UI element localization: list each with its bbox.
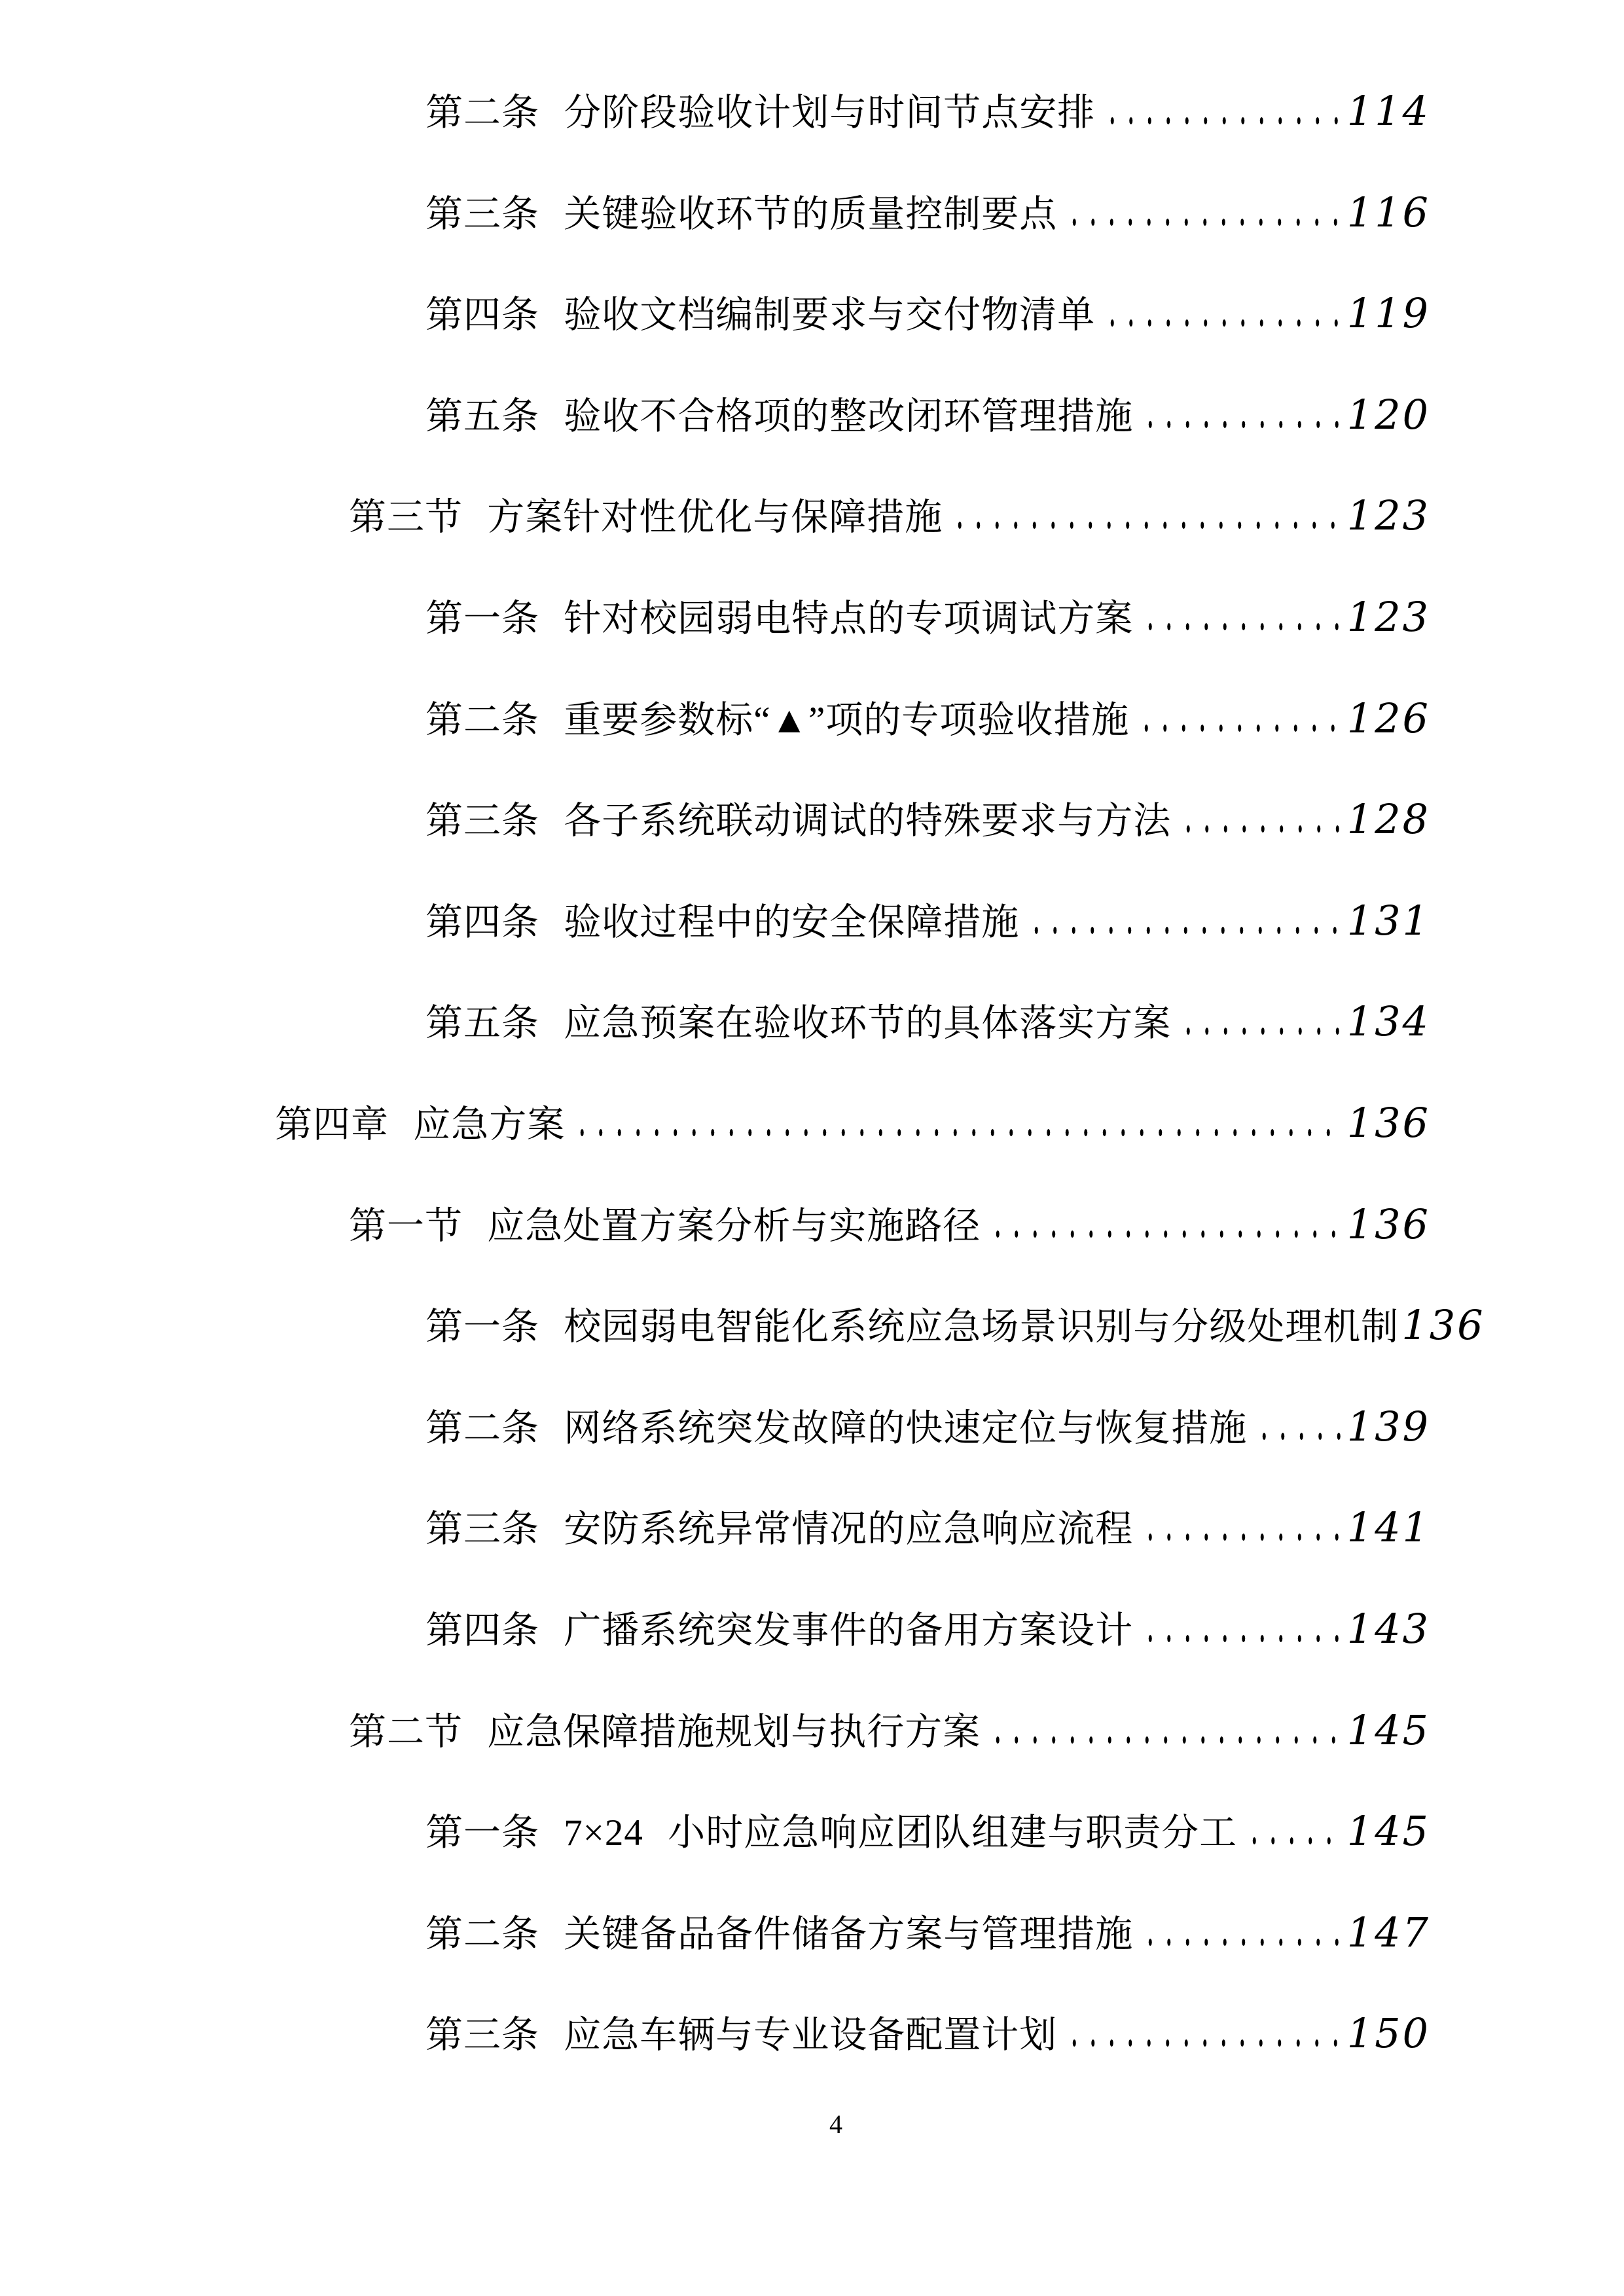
- toc-entry-label: 第二条 网络系统突发故障的快速定位与恢复措施: [425, 1407, 1248, 1449]
- toc-entry-page-number: 150: [1346, 2009, 1430, 2058]
- toc-entry-label: 第三条 应急车辆与专业设备配置计划: [425, 2015, 1058, 2056]
- toc-entry-page-number: 114: [1346, 87, 1430, 135]
- toc-entry-page-number: 123: [1346, 592, 1430, 641]
- toc-entry-item-3: [425, 365, 1430, 466]
- toc-leader-dots: [1137, 724, 1343, 732]
- toc-entry-page-number: 128: [1346, 795, 1430, 844]
- toc-entry-page-number: 145: [1346, 1807, 1430, 1856]
- toc-entry-label: 第一节 应急处置方案分析与实施路径: [349, 1205, 981, 1247]
- toc-entry-page-number: 136: [1401, 1301, 1485, 1350]
- toc-leader-dots: [1245, 1837, 1343, 1845]
- toc-entry-item-7: [425, 769, 1430, 870]
- toc-entry-item-2: [425, 263, 1430, 365]
- toc-entry-item-13: [425, 1376, 1430, 1478]
- toc-leader-dots: [573, 1128, 1343, 1137]
- toc-entry-item-18: [425, 1882, 1430, 1984]
- toc-entry-label: 第四条 验收过程中的安全保障措施: [425, 901, 1020, 943]
- toc-entry-label: 第二条 重要参数标“▲”项的专项验收措施: [425, 699, 1130, 741]
- toc-leader-dots: [1103, 319, 1343, 327]
- toc-entry-item-9: [425, 971, 1430, 1073]
- toc-entry-chapter-10: [275, 1073, 1430, 1174]
- toc-leader-dots: [988, 1736, 1343, 1744]
- toc-leader-dots: [1179, 825, 1343, 833]
- toc-entry-label: 第四条 验收文档编制要求与交付物清单: [425, 295, 1096, 336]
- toc-entry-item-0: [425, 61, 1430, 162]
- toc-entry-item-8: [425, 870, 1430, 972]
- toc-entry-label: 第三条 关键验收环节的质量控制要点: [425, 193, 1058, 235]
- toc-entry-page-number: 147: [1346, 1908, 1430, 1956]
- toc-leader-dots: [1255, 1432, 1343, 1441]
- toc-entry-page-number: 123: [1346, 492, 1430, 540]
- toc-entry-label: 第二条 关键备品备件储备方案与管理措施: [425, 1913, 1134, 1955]
- toc-leader-dots: [988, 1230, 1343, 1238]
- toc-entry-page-number: 134: [1346, 997, 1430, 1046]
- toc-entry-label: 第三条 各子系统联动调试的特殊要求与方法: [425, 800, 1172, 842]
- toc-leader-dots: [950, 521, 1343, 529]
- toc-entry-label: 第一条 针对校园弱电特点的专项调试方案: [425, 598, 1134, 639]
- toc-entry-label: 第二条 分阶段验收计划与时间节点安排: [425, 92, 1096, 134]
- toc-leader-dots: [1141, 1533, 1343, 1541]
- toc-entry-page-number: 145: [1346, 1706, 1430, 1754]
- toc-leader-dots: [1065, 218, 1343, 226]
- toc-entry-item-6: [425, 668, 1430, 770]
- toc-entry-label: 第四章 应急方案: [275, 1103, 566, 1145]
- toc-entry-label: 第三节 方案针对性优化与保障措施: [349, 497, 943, 539]
- toc-leader-dots: [1027, 926, 1343, 935]
- toc-entry-page-number: 136: [1346, 1200, 1430, 1248]
- toc-entry-label: 第五条 应急预案在验收环节的具体落实方案: [425, 1003, 1172, 1045]
- toc-entry-item-17: [425, 1781, 1430, 1882]
- toc-entry-section-4: [349, 465, 1430, 567]
- toc-entry-page-number: 120: [1346, 390, 1430, 439]
- toc-leader-dots: [1065, 2039, 1343, 2047]
- toc-entry-section-11: [349, 1174, 1430, 1276]
- toc-leader-dots: [1141, 420, 1343, 429]
- toc-entry-page-number: 131: [1346, 896, 1430, 944]
- toc-entry-label: 第一条 校园弱电智能化系统应急场景识别与分级处理机制: [425, 1306, 1399, 1348]
- table-of-contents: [0, 61, 1485, 2085]
- toc-entry-page-number: 139: [1346, 1402, 1430, 1450]
- toc-entry-item-14: [425, 1477, 1430, 1579]
- toc-leader-dots: [1103, 117, 1343, 125]
- toc-entry-item-19: [425, 1983, 1430, 2085]
- toc-entry-page-number: 143: [1346, 1604, 1430, 1653]
- toc-entry-section-16: [349, 1680, 1430, 1782]
- toc-entry-page-number: 126: [1346, 694, 1430, 742]
- toc-entry-page-number: 119: [1346, 289, 1430, 338]
- toc-entry-label: 第二节 应急保障措施规划与执行方案: [349, 1711, 981, 1753]
- page-footer: [770, 2111, 901, 2138]
- toc-leader-dots: [1141, 1634, 1343, 1643]
- toc-entry-label: 第四条 广播系统突发事件的备用方案设计: [425, 1609, 1134, 1651]
- toc-entry-page-number: 136: [1346, 1098, 1430, 1147]
- footer-page-number: 4: [829, 2109, 842, 2139]
- toc-entry-page-number: 116: [1346, 188, 1430, 236]
- toc-entry-item-1: [425, 162, 1430, 264]
- toc-entry-page-number: 141: [1346, 1503, 1430, 1552]
- toc-entry-item-5: [425, 567, 1430, 668]
- toc-entry-item-12: [425, 1275, 1485, 1376]
- toc-entry-label: 第一条 7×24 小时应急响应团队组建与职责分工: [425, 1812, 1238, 1854]
- toc-entry-label: 第五条 验收不合格项的整改闭环管理措施: [425, 395, 1134, 437]
- toc-leader-dots: [1179, 1027, 1343, 1035]
- toc-leader-dots: [1141, 622, 1343, 631]
- toc-entry-label: 第三条 安防系统异常情况的应急响应流程: [425, 1509, 1134, 1551]
- toc-leader-dots: [1141, 1938, 1343, 1946]
- toc-entry-item-15: [425, 1579, 1430, 1680]
